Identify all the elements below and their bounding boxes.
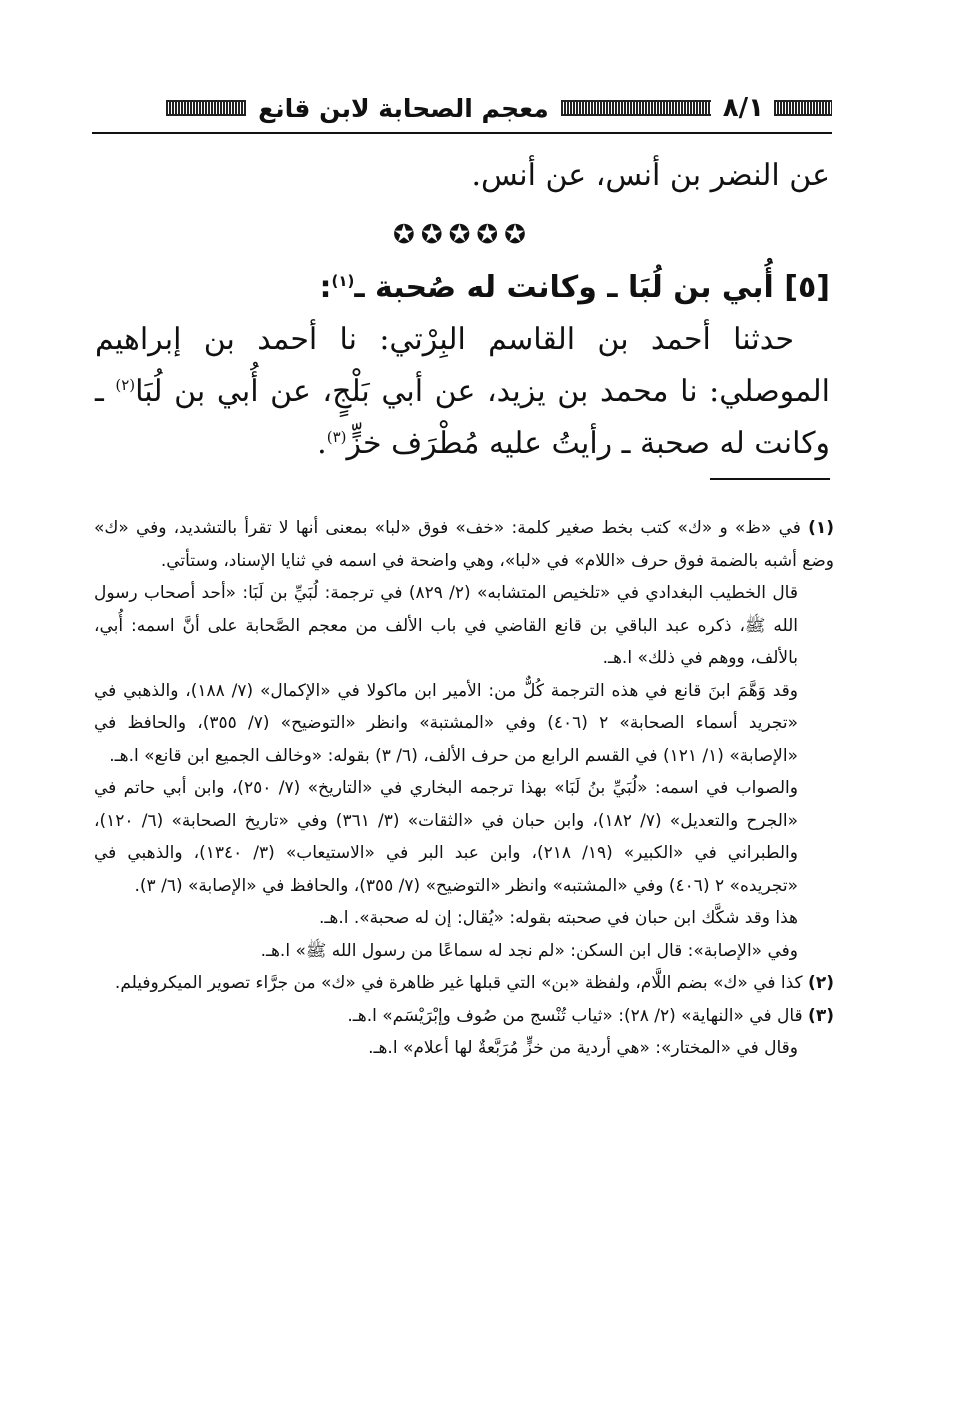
page-number: ٨/١ — [722, 93, 764, 123]
continuation-line: عن النضر بن أنس، عن أنس. — [471, 158, 830, 193]
narration — [95, 314, 830, 470]
footnote-3-para-2: وقال في «المختار»: «هي أردية من خزٍّ مُرَبَّعةٌ لها أعلام» ا.هـ. — [368, 1038, 798, 1058]
footnote-2-number: (٢) — [808, 973, 834, 993]
narration-end: . — [317, 426, 327, 461]
running-header — [92, 88, 832, 128]
footnotes — [94, 512, 834, 1065]
entry-heading — [95, 262, 830, 314]
main-text — [95, 150, 830, 488]
header-rule — [92, 132, 832, 134]
footnote-separator — [710, 478, 830, 480]
footnote-1-number: (١) — [808, 518, 835, 538]
footnote-2 — [94, 967, 834, 1000]
footnote-1-para-6: وفي «الإصابة»: قال ابن السكن: «لم نجد له سماعًا من رسول الله ﷺ» ا.هـ. — [260, 940, 798, 961]
header-ornament-right — [774, 100, 832, 116]
footnote-1-text: في «ظ» و «ك» كتب بخط صغير كلمة: «خف» فوق «لبا» بمعنى أنها لا تقرأ بالتشديد، وفي «ك» وضع أشبه بالضمة فوق حرف «اللام» في «لبا»، وهي واضحة في اسمه في ثنايا الإسناد، وستأتي. — [94, 518, 834, 571]
footnote-1-para-5: هذا وقد شكَّك ابن حبان في صحبته بقوله: «يُقال: إن له صحبة». ا.هـ. — [318, 908, 798, 928]
footnote-3-number: (٣) — [808, 1005, 834, 1026]
footnote-3-text: قال في «النهاية» (٢/ ٢٨): «ثياب تُنْسج من صُوف وإبْرَيْسَم» ا.هـ. — [347, 1005, 803, 1026]
header-ornament-middle — [561, 100, 711, 116]
section-separator: ✪✪✪✪✪ — [393, 220, 532, 250]
footnote-1-para-3: وقد وَهَّمَ ابنَ قانع في هذه الترجمة كُلٌّ من: الأمير ابن ماكولا في «الإكمال» (٧/ ١٨٨)، والذهبي في «تجريد أسماء الصحابة» ٢ (٤٠٦) وفي «المشتبة» وانظر «التوضيح» (٧/ ٣٥٥)، والحافظ في «الإصابة» (١/ ١٢١) في القسم الرابع من حرف الألف، (٦/ ٣) بقوله: «وخالف الجميع ابن قانع» ا.هـ. — [94, 680, 798, 766]
entry-heading-text: [٥] أُبي بن لُبَا ـ وكانت له صُحبة ـ — [354, 270, 830, 305]
book-title: معجم الصحابة لابن قانع — [258, 93, 549, 123]
footnote-2-text: كذا في «ك» بضم اللَّام، ولفظة «بن» التي قبلها غير ظاهرة في «ك» من جرَّاء تصوير الميكروفيلم. — [114, 973, 803, 993]
footnote-1-para-1 — [94, 512, 834, 577]
footnote-ref-3: (٣) — [326, 428, 347, 446]
header-ornament-left — [166, 100, 246, 116]
footnote-ref-1: (١) — [331, 272, 355, 290]
footnote-1-para-2: قال الخطيب البغدادي في «تلخيص المتشابه» (٢/ ٨٢٩) في ترجمة: لُبَيِّ بن لَبَا: «أحد أصحاب رسول الله ﷺ، ذكره عبد الباقي بن قانع القاضي في باب الألف من معجم الصَّحابة على أنَّ اسمه: أُبي، بالألف، ووهم في ذلك» ا.هـ. — [94, 583, 798, 668]
footnote-1-para-4: والصواب في اسمه: «لُبَيِّ بنُ لَبَا» بهذا ترجمه البخاري في «التاريخ» (٧/ ٢٥٠)، وابن أبي حاتم في «الجرح والتعديل» (٧/ ١٨٢)، وابن حبان في «الثقات» (٣/ ٣٦١) وفي «تاريخ الصحابة» (٦/ ١٢٠)، والطبراني في «الكبير» (١٩/ ٢١٨)، وابن عبد البر في «الاستيعاب» (٣/ ١٣٤٠)، والذهبي في «تجريده» ٢ (٤٠٦) وفي «المشتبه» وانظر «التوضيح» (٧/ ٣٥٥)، والحافظ في «الإصابة» (٦/ ٣). — [94, 778, 798, 896]
entry-heading-colon: : — [319, 270, 332, 305]
footnote-3-para-1 — [94, 1000, 834, 1033]
narration-text-1: حدثنا أحمد بن القاسم البِرْتي: نا أحمد بن إبراهيم الموصلي: نا محمد بن يزيد، عن أبي بَلْجٍ، عن أُبي بن لُبَا — [95, 322, 830, 409]
footnote-ref-2: (٢) — [115, 376, 136, 394]
narration-text-2: ـ وكانت له صحبة ـ رأيتُ عليه مُطْرَف خزٍّ — [95, 374, 830, 461]
